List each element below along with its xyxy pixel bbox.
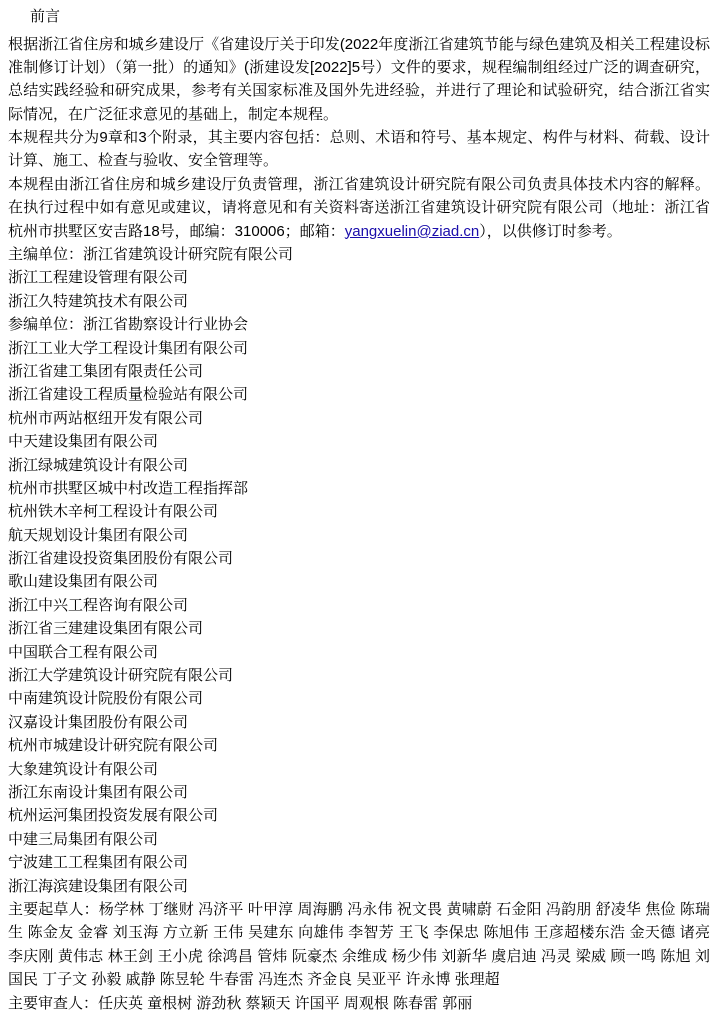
list-item: 浙江省建工集团有限责任公司 [8,362,204,380]
list-item: 杭州市拱墅区城中村改造工程指挥部 [8,479,249,497]
paragraph-3-text: 本规程由浙江省住房和城乡建设厅负责管理，浙江省建筑设计研究院有限公司负责具体技术内容的解释。在执行过程中如有意见或建议，请将意见和有关资料寄送浙江省建筑设计研究院有限公司（地址：浙江省杭州市拱墅区安吉路18号，邮编：310006；邮箱： [8,175,710,240]
paragraph-3 [8,173,710,243]
reviewers-label: 主要审查人： [8,994,99,1012]
list-item: 浙江工业大学工程设计集团有限公司 [8,339,249,357]
list-item: 浙江省建设投资集团股份有限公司 [8,550,234,568]
participating-units-line [8,313,710,336]
main-unit-value: 浙江省建筑设计研究院有限公司 [83,246,294,264]
main-unit-label: 主编单位： [8,246,84,264]
list-item: 大象建筑设计有限公司 [8,760,159,778]
contact-email-link[interactable]: yangxuelin@ziad.cn [344,222,480,240]
list-item: 杭州市两站枢纽开发有限公司 [8,409,204,427]
page-title: 前言 [30,8,61,25]
list-item: 杭州市城建设计研究院有限公司 [8,737,219,755]
drafters-paragraph [8,898,710,992]
list-item: 杭州运河集团投资发展有限公司 [8,807,219,825]
list-item: 汉嘉设计集团股份有限公司 [8,713,189,731]
list-item: 杭州铁木辛柯工程设计有限公司 [8,503,219,521]
list-item: 中南建筑设计院股份有限公司 [8,690,204,708]
list-item: 歌山建设集团有限公司 [8,573,159,591]
list-item: 中天建设集团有限公司 [8,433,159,451]
main-unit-extra-1: 浙江工程建设管理有限公司 [8,269,189,287]
paragraph-3-tail: ），以供修订时参考。 [479,222,622,240]
list-item: 宁波建工工程集团有限公司 [8,854,189,872]
drafters-label: 主要起草人： [8,900,99,918]
participating-units-label: 参编单位： [8,316,84,334]
paragraph-2: 本规程共分为9章和3个附录，其主要内容包括：总则、术语和符号、基本规定、构件与材料、荷载、设计计算、施工、检查与验收、安全管理等。 [8,129,710,170]
participating-units-first: 浙江省勘察设计行业协会 [83,316,249,334]
list-item: 中建三局集团有限公司 [8,830,159,848]
reviewers-paragraph [8,992,710,1015]
list-item: 航天规划设计集团有限公司 [8,526,189,544]
list-item: 浙江省三建建设集团有限公司 [8,620,204,638]
list-item: 浙江海滨建设集团有限公司 [8,877,189,895]
reviewers-names: 任庆英 童根树 游劲秋 蔡颖天 许国平 周观根 陈春雷 郭丽 [98,994,473,1012]
main-unit-extra-2: 浙江久特建筑技术有限公司 [8,292,189,310]
list-item: 浙江中兴工程咨询有限公司 [8,596,189,614]
drafters-names: 杨学林 丁继财 冯济平 叶甲淳 周海鹏 冯永伟 祝文畏 黄啸蔚 石金阳 冯韵朋 舒凌华 焦俭 陈瑞生 陈金友 金睿 刘玉海 方立新 王伟 吴建东 向雄伟 李智芳 王飞 李保忠 陈旭伟 王彦超楼东浩 金天德 诸亮 李庆刚 黄伟志 林王剑 王小虎 徐鸿昌 管炜 阮豪杰 余维成 杨少伟 刘新华 虞启迪 冯灵 梁威 顾一鸣 陈旭 刘国民 丁子文 孙毅 戚静 陈昱轮 牛春雷 冯连杰 齐金良 吴亚平 许永博 张理超 [8,900,710,989]
main-unit-line [8,243,710,266]
list-item: 浙江绿城建筑设计有限公司 [8,456,189,474]
list-item: 浙江东南设计集团有限公司 [8,784,189,801]
list-item: 浙江省建设工程质量检验站有限公司 [8,386,249,404]
paragraph-1: 根据浙江省住房和城乡建设厅《省建设厅关于印发(2022年度浙江省建筑节能与绿色建筑及相关工程建设标准制修订计划）（第一批）的通知》(浙建设发[2022]5号）文件的要求，规程编制组经过广泛的调查研究，总结实践经验和研究成果，参考有关国家标准及国外先进经验，并进行了理论和试验研究，结合浙江省实际情况，在广泛征求意见的基础上，制定本规程。 [8,35,710,123]
list-item: 浙江大学建筑设计研究院有限公司 [8,667,234,685]
list-item: 中国联合工程有限公司 [8,643,159,661]
participating-units-list [8,337,710,898]
